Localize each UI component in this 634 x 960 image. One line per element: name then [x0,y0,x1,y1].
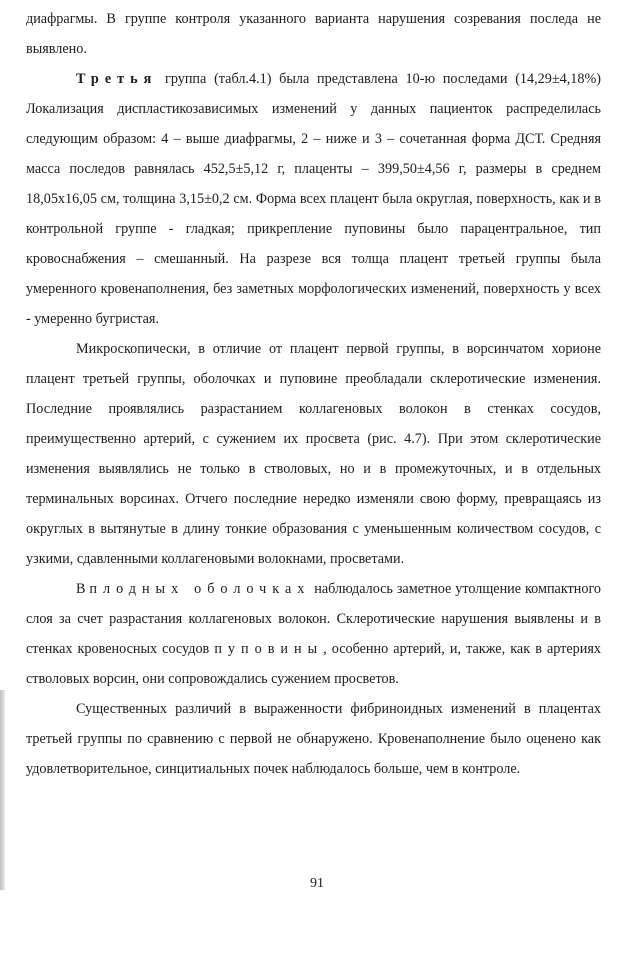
paragraph-microscopy: Микроскопически, в отличие от плацент первой группы, в ворсинчатом хорионе плацент третьей группы, оболочках и пуповине преобладали склеротические изменения. Последние проявлялись разрастанием коллагеновых волокон в стенках сосудов, преимущественно артерий, с сужением их просвета (рис. 4.7). При этом склеротические изменения выявлялись не только в стволовых, но и в промежуточных, и в отдельных терминальных ворсинах. Отчего последние нередко изменяли свою форму, превращаясь из округлых в вытянутые в длину тонкие образования с уменьшенным количеством сосудов, с узкими, сдавленными коллагеновыми волокнами, просветами. [26,341,601,567]
paragraph-third-group [26,64,601,334]
binding-shadow [0,690,5,890]
paragraph-membranes-a: В [76,581,90,597]
spaced-term-umbilical-cord: пуповины [214,641,324,657]
body-text [26,4,601,784]
paragraph-fibrinoid: Существенных различий в выраженности фибриноидных изменений в плацентах третьей группы по сравнению с первой не обнаружено. Кровенаполнение было оценено как удовлетворительное, синцитиальных почек наблюдалось больше, чем в контроле. [26,701,601,777]
paragraph-membranes-c: , особенно артерий, и, также, как в артериях стволовых ворсин, они сопровождались сужением просветов. [26,641,601,687]
paragraph-continuation: диафрагмы. В группе контроля указанного варианта нарушения созревания последа не выявлено. [26,11,601,57]
spaced-term-membranes: плодных оболочках [89,581,311,597]
paragraph-third-group-text: группа (табл.4.1) была представлена 10-ю последами (14,29±4,18%) Локализация диспластикозависимых изменений у данных пациенток распределилась следующим образом: 4 – выше диафрагмы, 2 – ниже и 3 – сочетанная форма ДСТ. Средняя масса последов равнялась 452,5±5,12 г, плаценты – 399,50±4,56 г, размеры в среднем 18,05х16,05 см, толщина 3,15±0,2 см. Форма всех плацент была округлая, поверхность, как и в контрольной группе - гладкая; прикрепление пуповины было парацентральное, тип кровоснабжения – смешанный. На разрезе вся толща плацент третьей группы была умеренного кровенаполнения, без заметных морфологических изменений, поверхность у всех - умеренно бугристая. [26,71,601,327]
page-number: 91 [310,876,324,891]
paragraph-membranes [26,574,601,694]
paragraph-membranes-b: наблюдалось заметное утолщение компактного слоя за счет разрастания коллагеновых волокон. Склеротические нарушения выявлены и в стенках кровеносных сосудов [26,581,602,657]
spaced-heading-third: Третья [76,71,158,87]
